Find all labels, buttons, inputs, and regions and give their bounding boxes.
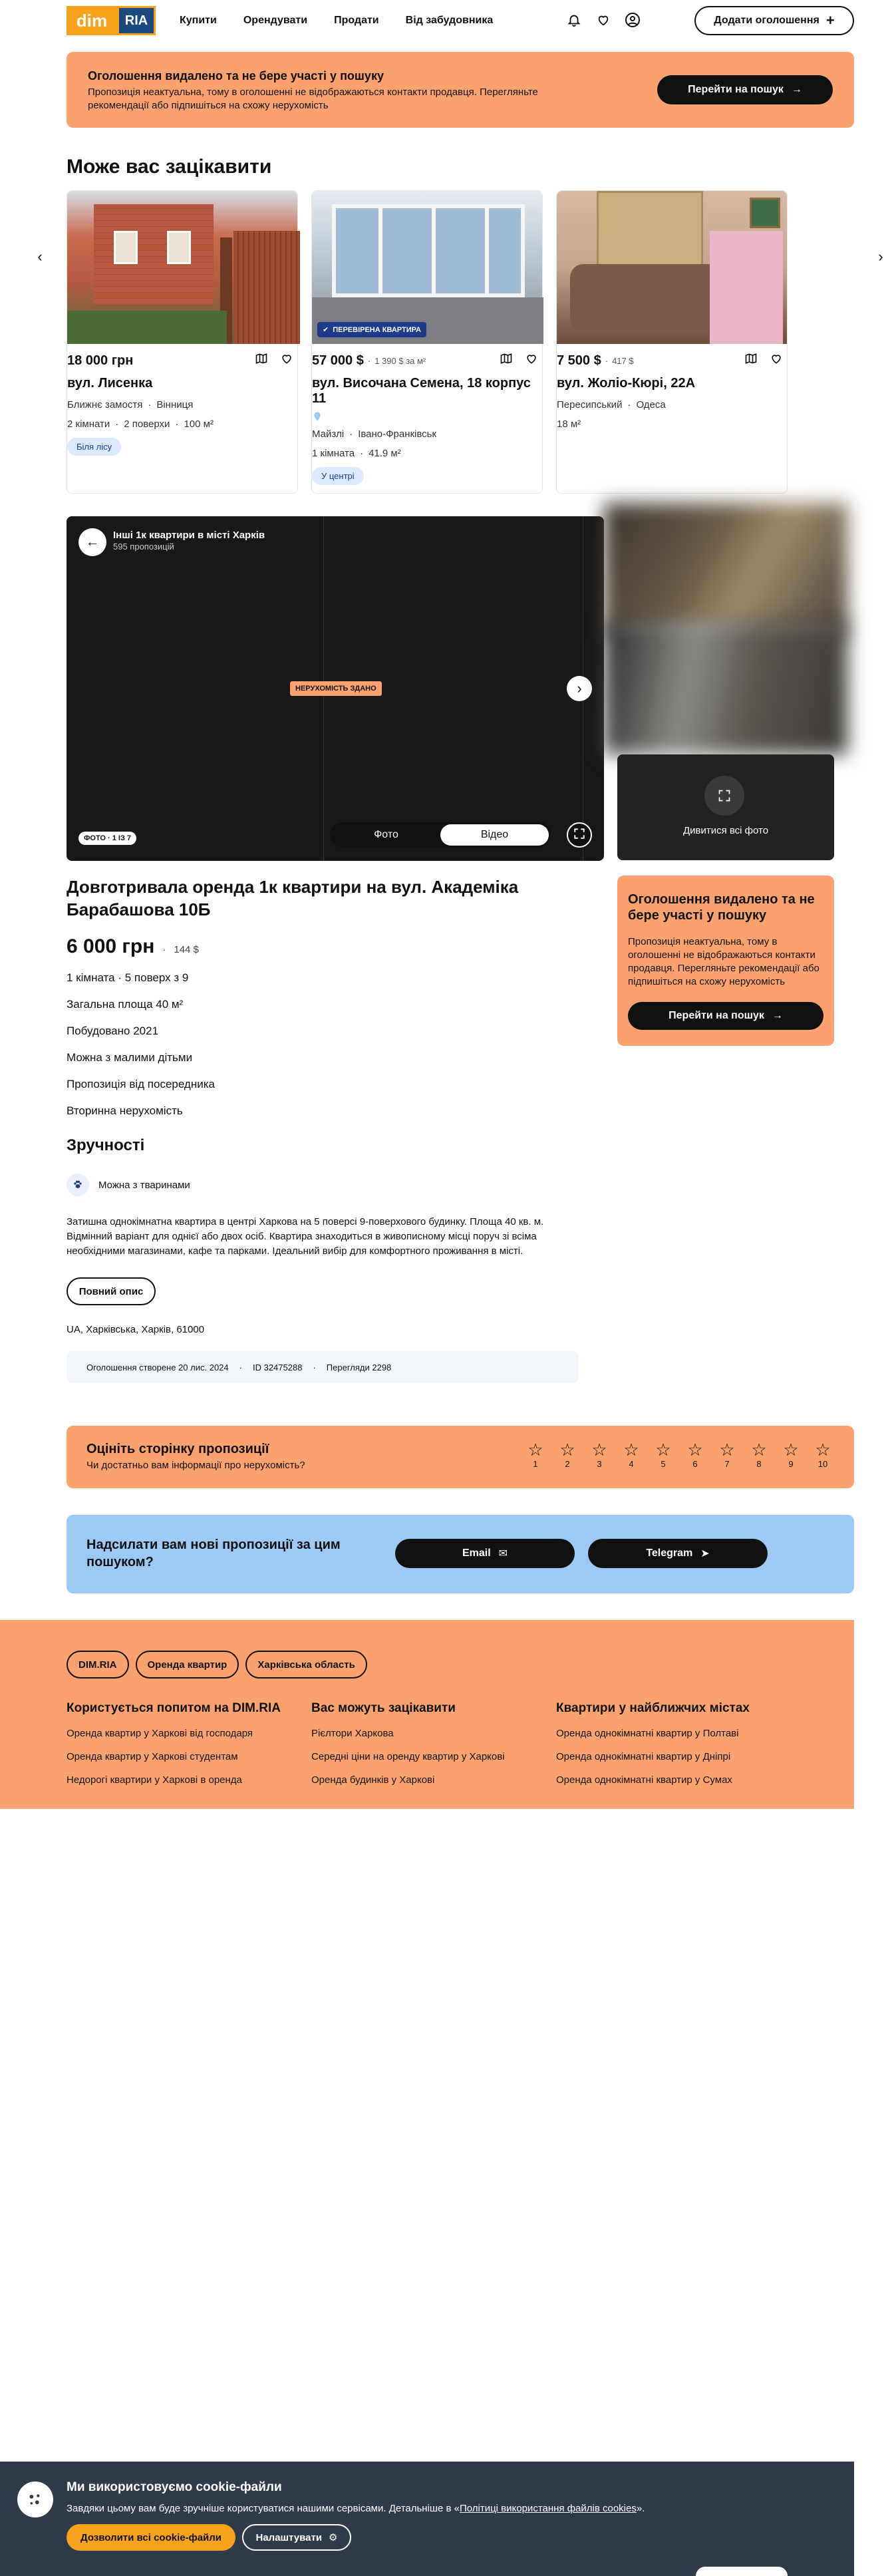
listing-floor: 5 поверх з 9 bbox=[124, 971, 189, 984]
card-rooms: 1 кімната bbox=[312, 448, 355, 459]
cookie-settings-label: Налаштувати bbox=[255, 2531, 323, 2543]
tab-photo[interactable]: Фото bbox=[374, 829, 398, 840]
card-tag: У центрі bbox=[312, 467, 364, 485]
card-floors: 2 поверхи bbox=[124, 418, 170, 430]
rating-star[interactable]: ☆ 9 bbox=[780, 1440, 802, 1469]
add-listing-label: Додати оголошення bbox=[714, 15, 820, 26]
star-icon: ☆ bbox=[591, 1440, 607, 1460]
subscribe-email-button[interactable] bbox=[395, 1539, 575, 1568]
card-district: Ближнє замостя bbox=[67, 399, 143, 410]
footer-col-title: Квартири у найближчих містах bbox=[556, 1701, 750, 1715]
map-icon[interactable] bbox=[500, 352, 513, 369]
card-price-per-m2: 1 390 $ за м² bbox=[374, 355, 426, 366]
card-title[interactable]: вул. Височана Семена, 18 корпус 11 bbox=[312, 376, 531, 406]
chevron-right-icon: › bbox=[878, 248, 883, 265]
removed-banner bbox=[67, 52, 854, 128]
star-icon: ☆ bbox=[623, 1440, 639, 1460]
location-pin-icon bbox=[312, 410, 542, 426]
card-rooms: 2 кімнати bbox=[67, 418, 110, 430]
amenities-title: Зручності bbox=[67, 1136, 145, 1154]
footer-col-popular bbox=[67, 1701, 311, 1798]
rating-block bbox=[67, 1426, 854, 1488]
rating-star[interactable]: ☆ 7 bbox=[716, 1440, 738, 1469]
rating-star[interactable]: ☆ 6 bbox=[684, 1440, 706, 1469]
card-district: Майзлі bbox=[312, 428, 345, 440]
star-icon: ☆ bbox=[655, 1440, 671, 1460]
nav-rent[interactable]: Орендувати bbox=[243, 15, 308, 26]
breadcrumb-item[interactable]: Оренда квартир bbox=[136, 1651, 239, 1679]
listing-rooms: 1 кімната bbox=[67, 971, 115, 984]
footer bbox=[0, 1620, 854, 1809]
carousel-prev-button[interactable] bbox=[27, 243, 53, 270]
rating-star[interactable]: ☆ 1 bbox=[524, 1440, 547, 1469]
card-price: 7 500 $ bbox=[557, 353, 601, 368]
gallery-next-button[interactable] bbox=[567, 676, 592, 701]
user-icon[interactable] bbox=[624, 11, 641, 29]
footer-col-title: Користується попитом на DIM.RIA bbox=[67, 1701, 281, 1715]
favorite-icon[interactable] bbox=[280, 352, 293, 369]
card-district: Пересипський bbox=[557, 399, 623, 410]
footer-col-interest bbox=[311, 1701, 556, 1798]
listing-created: Оголошення створене 20 лис. 2024 bbox=[86, 1362, 229, 1372]
telegram-icon: ➤ bbox=[700, 1548, 710, 1559]
fullscreen-icon bbox=[704, 776, 744, 816]
gear-icon: ⚙ bbox=[329, 2532, 338, 2543]
rating-star[interactable]: ☆ 8 bbox=[748, 1440, 770, 1469]
back-button[interactable] bbox=[78, 528, 106, 556]
side-go-to-search-label: Перейти на пошук bbox=[669, 1010, 764, 1021]
rating-subtitle: Чи достатньо вам інформації про нерухомість? bbox=[86, 1460, 305, 1471]
listing-card[interactable]: ✔ ПЕРЕВІРЕНА КВАРТИРА 57 000 $ · 1 390 $ за м² вул. Височана Семена, 18 корпус 11 Майзлі · Івано-Франківськ 1 кімната · 41.9 м² У центрі bbox=[311, 190, 543, 494]
footer-link[interactable]: Оренда однокімнатні квартир у Дніпрі bbox=[556, 1751, 731, 1762]
rating-title: Оцініть сторінку пропозиції bbox=[86, 1442, 269, 1456]
removed-side-card bbox=[617, 876, 834, 1046]
card-area: 100 м² bbox=[184, 418, 214, 430]
cookie-bar bbox=[0, 2462, 854, 2576]
subscribe-block bbox=[67, 1515, 854, 1593]
favorite-icon[interactable] bbox=[525, 352, 538, 369]
map-icon[interactable] bbox=[744, 352, 758, 369]
go-to-search-button[interactable] bbox=[657, 75, 833, 104]
full-description-button[interactable]: Повний опис bbox=[67, 1277, 156, 1305]
gallery bbox=[67, 516, 854, 861]
listing-kids: Можна з малими дітьми bbox=[67, 1051, 193, 1064]
amenity-item bbox=[67, 1174, 604, 1196]
card-city: Івано-Франківськ bbox=[358, 428, 437, 440]
tab-video[interactable]: Відео bbox=[440, 824, 549, 846]
gallery-title: Інші 1к квартири в місті Харків bbox=[113, 530, 265, 541]
main-nav bbox=[180, 15, 493, 27]
expand-icon bbox=[573, 828, 585, 843]
map-icon[interactable] bbox=[255, 352, 268, 369]
banner-text: Пропозиція неактуальна, тому в оголошенні не відображаються контакти продавця. Перегляньте рекомендації або підпишіться на схожу нерухомість bbox=[88, 86, 538, 111]
listing-title: Довготривала оренда 1к квартири на вул. Академіка Барабашова 10Б bbox=[67, 877, 519, 919]
arrow-right-icon: → bbox=[791, 84, 802, 95]
card-tag: Біля лісу bbox=[67, 438, 121, 456]
listing-market: Вторинна нерухомість bbox=[67, 1104, 183, 1117]
interest-cards bbox=[37, 190, 883, 494]
card-price: 18 000 грн bbox=[67, 353, 134, 368]
footer-col-title: Вас можуть зацікавити bbox=[311, 1701, 456, 1715]
footer-col-cities bbox=[556, 1701, 801, 1798]
footer-link[interactable]: Оренда квартир у Харкові студентам bbox=[67, 1751, 238, 1762]
logo-dim: dim bbox=[67, 6, 117, 35]
interest-title: Може вас зацікавити bbox=[67, 156, 272, 178]
banner-title: Оголошення видалено та не бере участі у пошуку bbox=[88, 69, 384, 82]
accept-cookies-button[interactable]: Дозволити всі cookie-файли bbox=[67, 2524, 235, 2551]
verified-label: ПЕРЕВІРЕНА КВАРТИРА bbox=[333, 325, 421, 334]
card-area: 18 м² bbox=[557, 418, 581, 430]
logo[interactable] bbox=[67, 6, 156, 35]
media-switch bbox=[330, 822, 551, 848]
verified-badge bbox=[317, 322, 426, 337]
cookie-icon bbox=[17, 2482, 53, 2517]
breadcrumb-item[interactable]: DIM.RIA bbox=[67, 1651, 129, 1679]
gallery-thumb[interactable] bbox=[617, 635, 834, 741]
listing-card[interactable]: 18 000 грн вул. Лисенка Ближнє замостя · Вінниця 2 кімнати · 2 поверхи · 100 м² Біля лісу bbox=[67, 190, 298, 494]
card-city: Одеса bbox=[636, 399, 666, 410]
rating-star[interactable]: ☆ 4 bbox=[620, 1440, 643, 1469]
star-icon: ☆ bbox=[719, 1440, 735, 1460]
card-city: Вінниця bbox=[156, 399, 194, 410]
see-all-photos[interactable] bbox=[617, 754, 834, 860]
rating-stars bbox=[524, 1440, 834, 1469]
cookie-title: Ми використовуємо cookie-файли bbox=[67, 2480, 282, 2494]
listing-address: UA, Харківська, Харків, 61000 bbox=[67, 1324, 205, 1335]
listing-agent: Пропозиція від посередника bbox=[67, 1078, 216, 1090]
card-area: 41.9 м² bbox=[369, 448, 401, 459]
rented-badge: НЕРУХОМІСТЬ ЗДАНО bbox=[290, 681, 382, 696]
nav-buy[interactable]: Купити bbox=[180, 15, 217, 26]
listing-id: ID 32475288 bbox=[252, 1362, 303, 1372]
gallery-main[interactable] bbox=[67, 516, 604, 861]
card-price-uah: 417 $ bbox=[612, 355, 634, 366]
shield-check-icon: ✔ bbox=[323, 326, 329, 334]
fullscreen-button[interactable] bbox=[567, 822, 592, 848]
mail-icon: ✉ bbox=[498, 1548, 508, 1559]
star-icon: ☆ bbox=[559, 1440, 575, 1460]
card-title[interactable]: вул. Жоліо-Кюрі, 22А bbox=[557, 376, 696, 391]
listing-price: 6 000 грн bbox=[67, 935, 155, 957]
favorite-icon[interactable] bbox=[770, 352, 783, 369]
cookie-policy-link[interactable]: Політиці використання файлів cookies bbox=[459, 2503, 637, 2514]
bell-icon[interactable] bbox=[565, 11, 583, 29]
footer-link[interactable]: Оренда будинків у Харкові bbox=[311, 1774, 435, 1786]
photo-counter: ФОТО · 1 ІЗ 7 bbox=[78, 832, 136, 845]
card-title[interactable]: вул. Лисенка bbox=[67, 376, 153, 391]
rating-star[interactable]: ☆ 10 bbox=[812, 1440, 834, 1469]
arrow-right-icon: → bbox=[772, 1010, 783, 1021]
side-card-title: Оголошення видалено та не бере участі у пошуку bbox=[628, 892, 815, 923]
arrow-left-icon: ← bbox=[86, 534, 99, 550]
subscribe-telegram-button[interactable] bbox=[588, 1539, 768, 1568]
star-icon: ☆ bbox=[783, 1440, 799, 1460]
add-listing-button[interactable] bbox=[694, 6, 854, 35]
cookie-text: Завдяки цьому вам буде зручніше користуватися нашими сервісами. Детальніше в «Політиці використання файлів cookies». bbox=[67, 2503, 645, 2514]
side-go-to-search-button[interactable] bbox=[628, 1002, 823, 1030]
footer-link[interactable]: Рієлтори Харкова bbox=[311, 1728, 394, 1739]
listing-card-photo[interactable] bbox=[557, 191, 787, 344]
listing-views: Перегляди 2298 bbox=[326, 1362, 392, 1372]
nav-developer[interactable]: Від забудовника bbox=[405, 15, 494, 26]
subscribe-telegram-label: Telegram bbox=[646, 1547, 693, 1559]
rating-star[interactable]: ☆ 2 bbox=[556, 1440, 579, 1469]
footer-link[interactable]: Середні ціни на оренду квартир у Харкові bbox=[311, 1751, 505, 1762]
rating-star[interactable]: ☆ 3 bbox=[588, 1440, 611, 1469]
listing-price-usd: 144 $ bbox=[174, 944, 199, 955]
listing-description: Затишна однокімнатна квартира в центрі Харкова на 5 поверсі 9-поверхового будинку. Площа 40 кв. м. Відмінний варіант для однієї або двох осіб. Квартира знаходиться в живописному місці поруч зі всіма необхідними магазинами, кафе та парками. Ідеальний вибір для комфортного проживання в місті. bbox=[67, 1216, 544, 1257]
side-card-text: Пропозиція неактуальна, тому в оголошенні не відображаються контакти продавця. Перегляньте рекомендації або підпишіться на схожу нерухомість bbox=[628, 936, 820, 987]
card-price: 57 000 $ bbox=[312, 353, 364, 368]
header bbox=[67, 0, 854, 41]
header-icons bbox=[565, 11, 641, 29]
paw-icon bbox=[67, 1174, 89, 1196]
star-icon: ☆ bbox=[527, 1440, 543, 1460]
star-icon: ☆ bbox=[751, 1440, 767, 1460]
carousel-next-button[interactable] bbox=[867, 243, 894, 270]
footer-link[interactable]: Оренда однокімнатні квартир у Полтаві bbox=[556, 1728, 739, 1739]
chevron-left-icon: ‹ bbox=[37, 248, 43, 265]
heart-icon[interactable] bbox=[595, 11, 612, 29]
footer-link[interactable]: Оренда однокімнатні квартир у Сумах bbox=[556, 1774, 732, 1786]
see-all-label: Дивитися всі фото bbox=[682, 825, 769, 836]
listing-stats: Оголошення створене 20 лис. 2024 · ID 32475288 · Перегляди 2298 bbox=[67, 1351, 579, 1383]
gallery-info bbox=[113, 530, 265, 553]
floating-button-edge bbox=[696, 2567, 788, 2576]
footer-link[interactable]: Оренда квартир у Харкові від господаря bbox=[67, 1728, 253, 1739]
plus-icon: + bbox=[825, 12, 835, 29]
go-to-search-label: Перейти на пошук bbox=[688, 84, 784, 95]
chevron-right-icon: › bbox=[577, 680, 582, 697]
footer-link[interactable]: Недорогі квартири у Харкові в оренда bbox=[67, 1774, 242, 1786]
nav-sell[interactable]: Продати bbox=[334, 15, 379, 26]
subscribe-email-label: Email bbox=[462, 1547, 491, 1559]
listing-details: Довготривала оренда 1к квартири на вул. Академіка Барабашова 10Б 6 000 грн · 144 $ 1 кімната · 5 поверх з 9 Загальна площа 40 м² Побудовано 2021 Можна з малими дітьми Пропозиція від посередника Вторинна нерухомість Зручності Можна з тваринами Затишна однокімнатна квартира в центрі Харкова на 5 поверсі 9-поверхового будинку. Площа 40 кв. м. Відмінний варіант для однієї або двох осіб. Квартира знаходиться в живописному місці поруч зі всіма необхідними магазинами, кафе та парками. Ідеальний вибір для комфортного проживання в місті. Повний опис UA, Харківська, Харків, 61000 Оголошення створене 20 лис. 2024 · ID 32475288 · Перегляди 2298 Оголошення видалено та не бере участі у пошуку Пропозиція неактуальна, тому в оголошенні не відображаються контакти продавця. Перегляньте рекомендації або підпишіться на схожу нерухомість Перейти на пошук → bbox=[67, 876, 854, 1383]
gallery-count: 595 пропозицій bbox=[113, 542, 174, 552]
listing-card[interactable]: 7 500 $ · 417 $ вул. Жоліо-Кюрі, 22А Пересипський · Одеса 18 м² bbox=[556, 190, 788, 494]
amenity-label: Можна з тваринами bbox=[98, 1179, 190, 1191]
cookie-settings-button[interactable] bbox=[242, 2524, 351, 2551]
gallery-thumb[interactable] bbox=[617, 516, 834, 622]
gallery-thumbnails bbox=[617, 516, 834, 861]
star-icon: ☆ bbox=[815, 1440, 831, 1460]
listing-card-photo[interactable] bbox=[67, 191, 297, 344]
breadcrumb bbox=[67, 1651, 854, 1679]
listing-built: Побудовано 2021 bbox=[67, 1025, 159, 1037]
star-icon: ☆ bbox=[687, 1440, 703, 1460]
rating-star[interactable]: ☆ 5 bbox=[652, 1440, 674, 1469]
logo-ria: RIA bbox=[117, 6, 156, 35]
subscribe-title: Надсилати вам нові пропозиції за цим пошуком? bbox=[86, 1537, 341, 1569]
breadcrumb-item[interactable]: Харківська область bbox=[245, 1651, 367, 1679]
listing-card-photo[interactable] bbox=[312, 191, 542, 344]
listing-area: Загальна площа 40 м² bbox=[67, 998, 184, 1011]
